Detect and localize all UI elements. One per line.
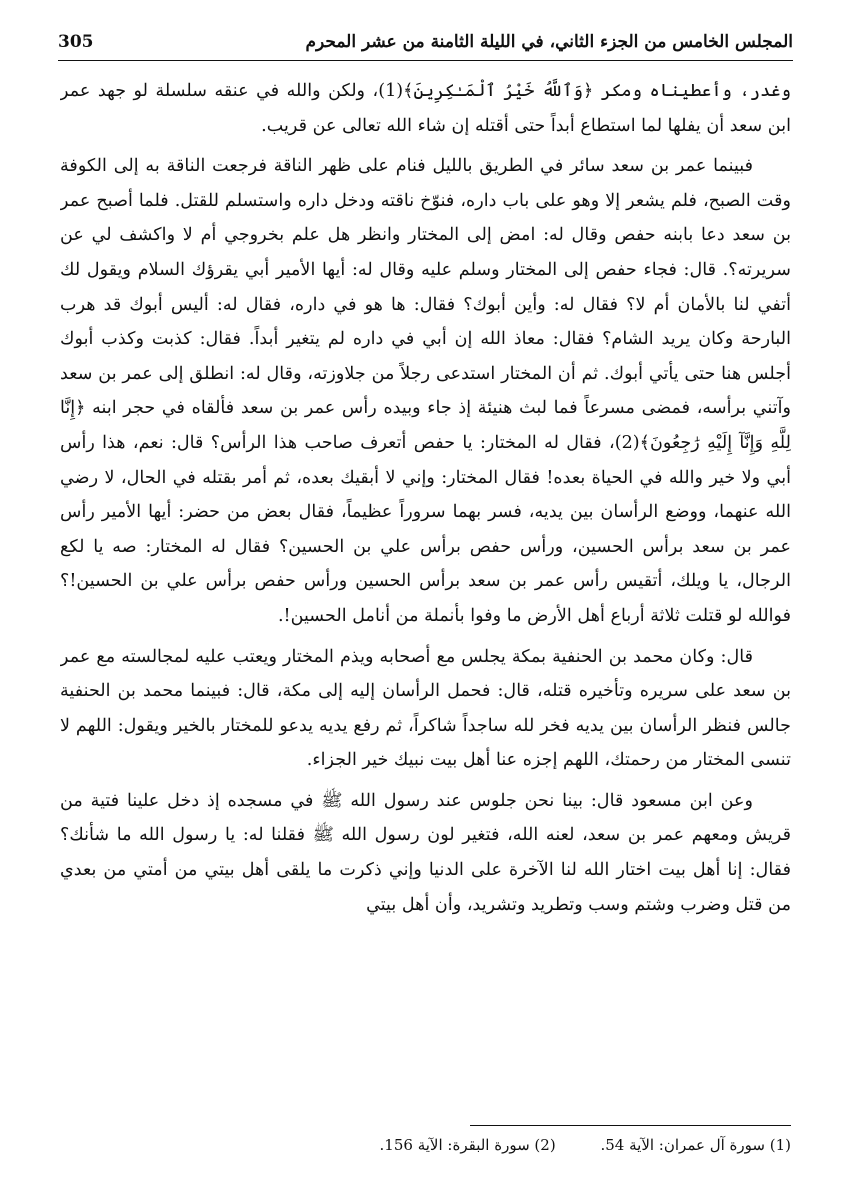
footnote-2: (2) سورة البقرة: الآية 156. <box>379 1136 556 1154</box>
footnote-1: (1) سورة آل عمران: الآية 54. <box>600 1136 791 1154</box>
footnote-separator <box>470 1125 791 1126</box>
footnotes <box>60 1132 791 1158</box>
chapter-title: المجلس الخامس من الجزء الثاني، في الليلة الثامنة من عشر المحرم <box>305 32 793 52</box>
page-number: 305 <box>58 32 94 52</box>
paragraph-4: وعن ابن مسعود قال: بينا نحن جلوس عند رسول الله ﷺ في مسجده إذ دخل علينا فتية من قريش ومعهم عمر بن سعد، لعنه الله، فتغير لون رسول الله ﷺ فقلنا له: يا رسول الله ما شأنك؟ فقال: إنا أهل بيت اختار الله لنا الآخرة على الدنيا وإني ذكرت ما يلقى أهل بيتي من أمتي من بعدي من قتل وضرب وشتم وسب وتطريد وتشريد، وأن أهل بيتي <box>60 790 791 915</box>
paragraph-3: قال: وكان محمد بن الحنفية بمكة يجلس مع أصحابه ويذم المختار ويعتب عليه لمجالسته مع عمر بن سعد على سريره وتأخيره قتله، قال: فحمل الرأسان إليه إلى مكة، قال: فبينما محمد بن الحنفية جالس فنظر الرأسان بين يديه فخر لله ساجداً شاكراً، ثم رفع يديه يدعو للمختار بالخير ويقول: اللهم لا تنسى المختار من رحمتك، اللهم إجزه عنا أهل بيت نبيك خير الجزاء. <box>60 646 791 771</box>
paragraph-2: فبينما عمر بن سعد سائر في الطريق بالليل فنام على ظهر الناقة فرجعت الناقة به إلى الكوفة وقت الصبح، فلم يشعر إلا وهو على باب داره، فنوّخ ناقته ودخل داره واستسلم للقتل. فلما أصبح عمر بن سعد دعا بابنه حفص وقال له: امض إلى المختار وانظر هل علم بخروجي أم لا واكشف لي عن سريرته؟. قال: فجاء حفص إلى المختار وسلم عليه وقال له: أيها الأمير أبي يقرؤك السلام ويقول لك أتفي لنا بالأمان أم لا؟ فقال له: وأين أبوك؟ فقال: ها هو في داره، فقال له: أليس أبوك قد هرب البارحة وكان يريد الشام؟ فقال: معاذ الله إن أبي في داره لم يتغير أبداً. فقال: كذبت وكذب أبوك أجلس هنا حتى يأتي أبوك. ثم أن المختار استدعى رجلاً من جلاوزته، وقال له: انطلق إلى عمر بن سعد وآتني برأسه، فمضى مسرعاً فما لبث هنيئة إذ جاء وبيده رأس عمر بن سعد فألقاه في حجر ابنه ﴿إِنَّا لِلَّهِ وَإِنَّآ إِلَيْهِ رَٰجِعُونَ﴾(2)، فقال له المختار: يا حفص أتعرف صاحب هذا الرأس؟ قال: نعم، هذا رأس أبي ولا خير والله في الحياة بعده! فقال المختار: وإني لا أبقيك بعده، ثم أمر بقتله في الحال، لا رضي الله عنهما، ووضع الرأسان بين يديه، فسر بهما سروراً عظيماً، فقال بعض من حضر: أيها الأمير رأس عمر بن سعد برأس الحسين، ورأس حفص برأس علي بن الحسين؟ فقال له المختار: صه يا لكع الرجال، يا ويلك، أتقيس رأس عمر بن سعد برأس الحسين ورأس حفص برأس علي بن الحسين!؟ فوالله لو قتلت ثلاثة أرباع أهل الأرض ما وفوا بأنملة من أنامل الحسين!. <box>60 156 791 626</box>
main-text <box>60 74 791 1094</box>
paragraph-1: وغدر، وأعطيناه ومكر ﴿وَٱللَّهُ خَيْرُ ٱلْمَـٰكِرِينَ﴾(1)، ولكن والله في عنقه سلسلة لو جهد عمر ابن سعد أن يفلها لما استطاع أبداً حتى أقتله إن شاء الله تعالى عن قريب. <box>60 81 791 136</box>
running-header <box>58 26 793 61</box>
